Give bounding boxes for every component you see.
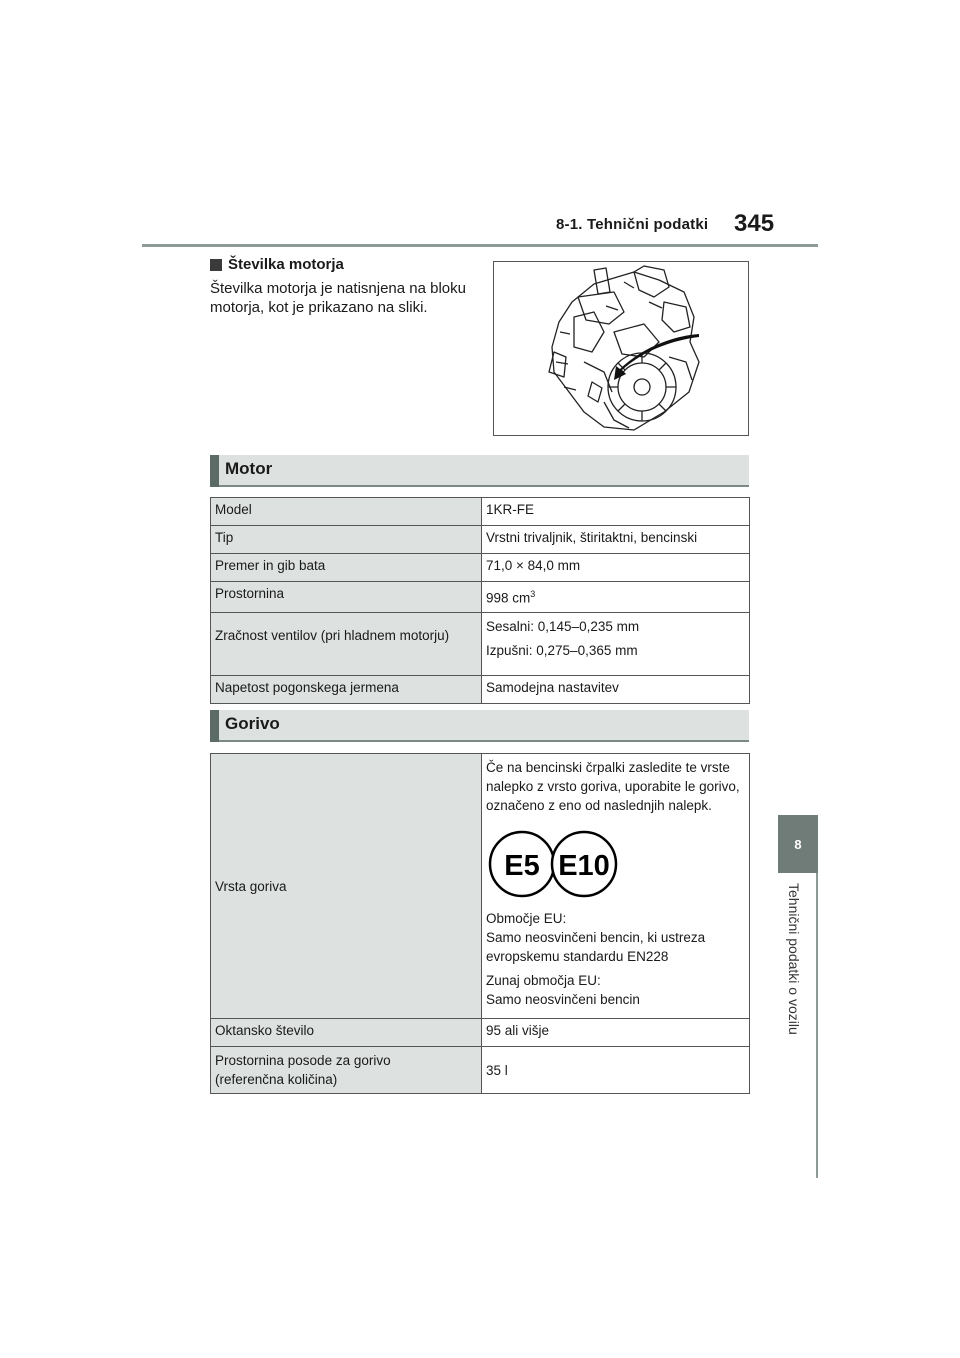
row-label: Oktansko število: [211, 1019, 482, 1047]
table-row: [211, 676, 750, 704]
motor-section-title: Motor: [225, 459, 273, 478]
unit-exponent: 3: [530, 589, 536, 599]
row-label: Prostornina: [211, 582, 482, 613]
section-accent-bar: [210, 710, 219, 742]
chapter-number: 8: [794, 836, 802, 852]
engine-illustration: [493, 261, 749, 436]
table-row: [211, 1047, 750, 1094]
fuel-section-header: [210, 710, 749, 742]
row-label: Vrsta goriva: [211, 754, 482, 1019]
row-label: Premer in gib bata: [211, 554, 482, 582]
row-label: Napetost pogonskega jermena: [211, 676, 482, 704]
row-value: [482, 613, 750, 676]
row-label: Model: [211, 498, 482, 526]
row-value: Vrstni trivaljnik, štiritaktni, bencinski: [482, 526, 750, 554]
e5-badge: E5: [504, 850, 540, 882]
row-value: 71,0 × 84,0 mm: [482, 554, 750, 582]
engine-number-text: Številka motorja je natisnjena na bloku motorja, kot je prikazano na sliki.: [210, 280, 466, 316]
table-row: [211, 754, 750, 1019]
fuel-spec-table: [210, 753, 750, 1094]
chapter-tab: [778, 815, 818, 873]
table-row: [211, 582, 750, 613]
eu-region-heading: Območje EU:: [486, 911, 567, 926]
motor-section-header: [210, 455, 749, 487]
table-row: [211, 498, 750, 526]
row-value: 35 l: [482, 1047, 750, 1094]
page-number: 345: [734, 210, 775, 237]
row-value: [482, 754, 750, 1019]
row-value: 1KR-FE: [482, 498, 750, 526]
fuel-label-intro: Če na bencinski črpalki zasledite te vrste nalepko z vrsto goriva, uporabite le gorivo, označeno z eno od naslednjih nalepk.: [486, 760, 740, 813]
row-label: Zračnost ventilov (pri hladnem motorju): [211, 613, 482, 676]
exhaust-clearance: Izpušni: 0,275–0,365 mm: [486, 643, 638, 658]
table-row: [211, 1019, 750, 1047]
table-row: [211, 613, 750, 676]
row-label: [211, 1047, 482, 1094]
fuel-badge-graphic: [486, 829, 626, 899]
side-divider: [816, 873, 818, 1178]
engine-drawing-icon: [494, 262, 748, 435]
e10-badge: E10: [558, 850, 610, 882]
row-value: 95 ali višje: [482, 1019, 750, 1047]
header-divider: [142, 244, 818, 247]
chapter-title: Tehnični podatki o vozilu: [786, 883, 802, 1035]
non-eu-region-heading: Zunaj območja EU:: [486, 973, 601, 988]
tank-capacity-label: Prostornina posode za gorivo: [215, 1053, 391, 1068]
motor-spec-table: [210, 497, 750, 704]
intake-clearance: Sesalni: 0,145–0,235 mm: [486, 619, 640, 634]
row-value: [482, 582, 750, 613]
table-row: [211, 526, 750, 554]
fuel-section-title: Gorivo: [225, 714, 280, 733]
non-eu-region-text: Samo neosvinčeni bencin: [486, 992, 640, 1007]
section-accent-bar: [210, 455, 219, 487]
section-title: 8-1. Tehnični podatki: [556, 216, 709, 233]
row-value: Samodejna nastavitev: [482, 676, 750, 704]
square-bullet-icon: [210, 259, 222, 271]
engine-number-heading-text: Številka motorja: [228, 256, 344, 273]
engine-number-heading: [210, 256, 344, 273]
displacement-value: 998 cm: [486, 590, 531, 606]
eu-region-text: Samo neosvinčeni bencin, ki ustreza evropskemu standardu EN228: [486, 930, 706, 964]
row-label: Tip: [211, 526, 482, 554]
tank-capacity-note: (referenčna količina): [215, 1072, 338, 1087]
fuel-badges: [486, 829, 745, 899]
table-row: [211, 554, 750, 582]
